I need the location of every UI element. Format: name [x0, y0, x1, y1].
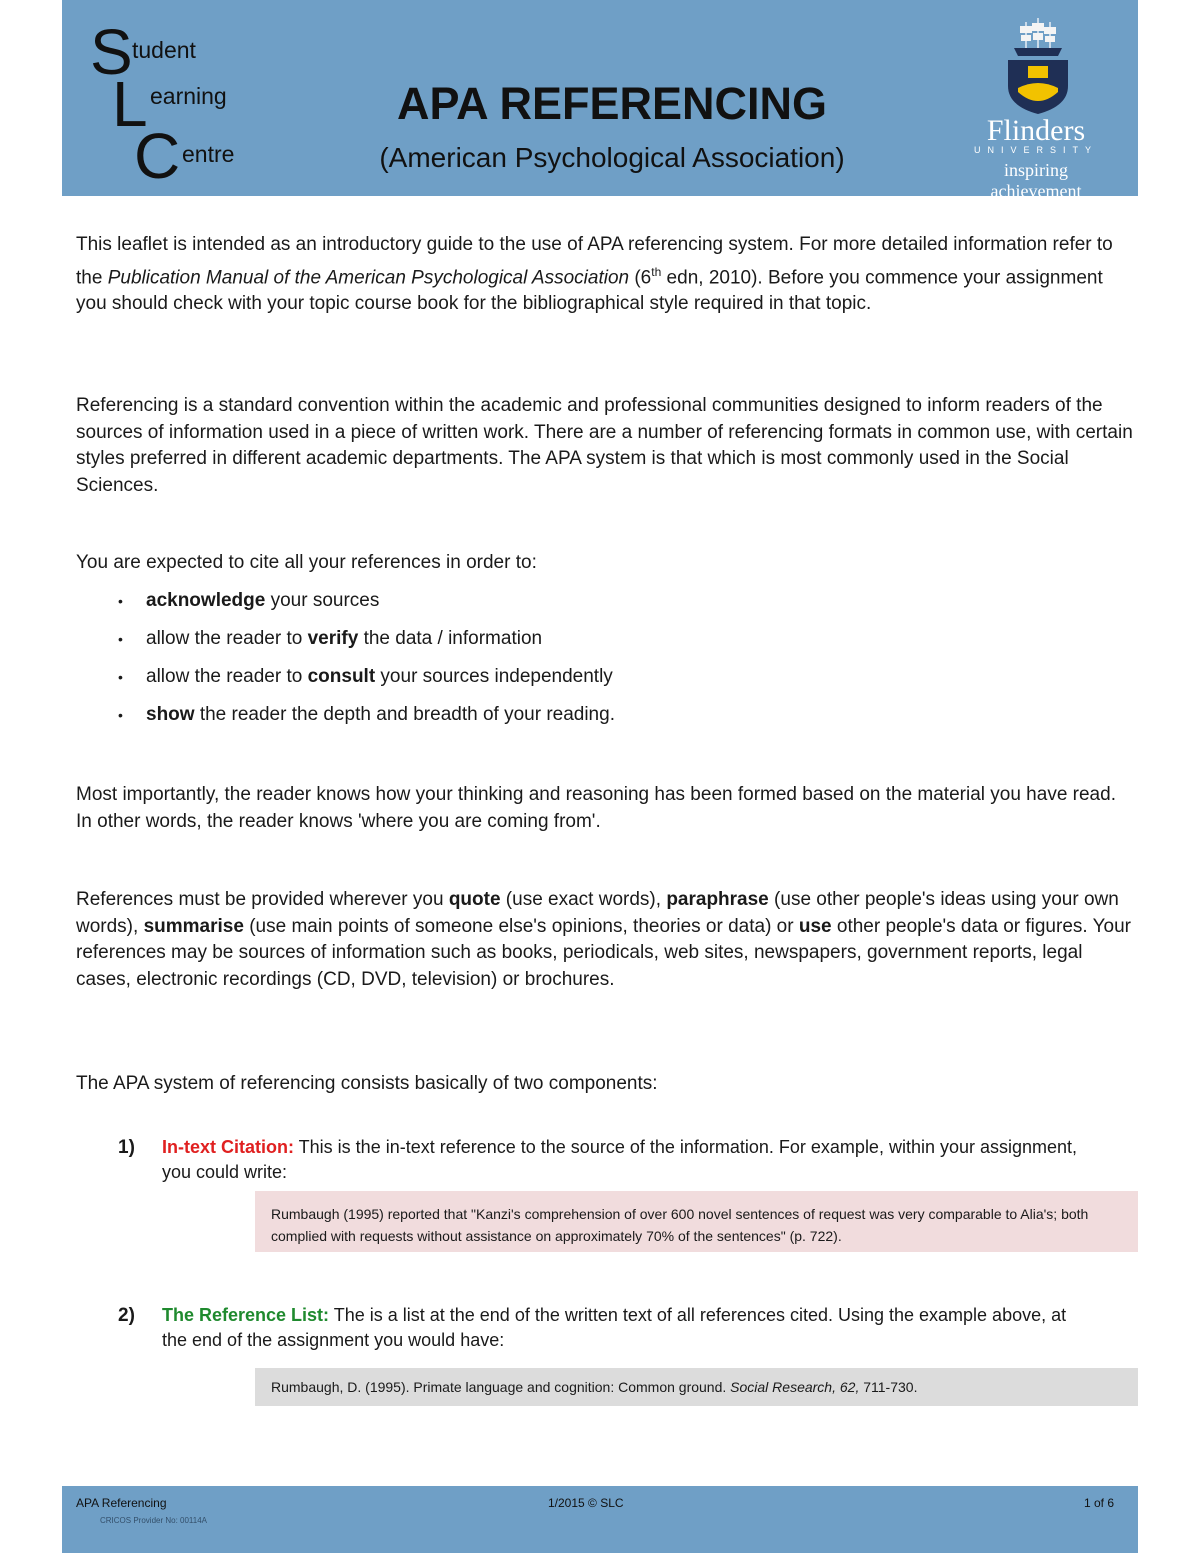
- para5-text: References must be provided wherever you: [76, 889, 449, 910]
- components-intro-paragraph: The APA system of referencing consists basically of two components:: [76, 1073, 658, 1094]
- intro-text-2: (6: [629, 266, 652, 288]
- intro-paragraph: [76, 232, 1136, 318]
- footer-date: 1/2015 © SLC: [548, 1496, 624, 1510]
- para5-bold: paraphrase: [666, 889, 769, 910]
- page-subtitle: (American Psychological Association): [379, 142, 845, 173]
- cite-intro-paragraph: You are expected to cite all your references in order to:: [76, 552, 537, 573]
- para5-bold: use: [798, 915, 832, 937]
- slc-word-student: tudent: [132, 37, 196, 63]
- list-item: [76, 664, 1076, 702]
- bullet-bold: acknowledge: [146, 590, 266, 611]
- page-footer: [62, 1486, 1138, 1553]
- reference-journal: Social Research, 62,: [730, 1379, 860, 1395]
- in-text-example-box: Rumbaugh (1995) reported that "Kanzi's comprehension of over 600 novel sentences of request was very comparable to Alia's; both complied with requests without assistance on approximately 70% of the sentences" (p. 722).: [255, 1191, 1138, 1252]
- item-number: 2): [118, 1305, 135, 1326]
- reasons-list: [76, 588, 1076, 740]
- slc-word-learning: earning: [150, 83, 227, 109]
- slc-letter-c: C: [134, 120, 181, 192]
- slc-logo: [90, 16, 290, 192]
- reference-pages: 711-730.: [859, 1379, 918, 1395]
- bullet-text: allow the reader to: [146, 666, 308, 687]
- bullet-text: the reader the depth and breadth of your reading.: [194, 704, 615, 725]
- bullet-text: allow the reader to: [146, 628, 308, 649]
- item-number: 1): [118, 1137, 135, 1158]
- importance-paragraph: Most importantly, the reader knows how your thinking and reasoning has been formed based on the material you have read. In other words, the reader knows 'where you are coming from'.: [76, 784, 1116, 832]
- reference-list-label: The Reference List:: [162, 1305, 330, 1325]
- item-description: The is a list at the end of the written text of all references cited. Using the example above, at the end of the assignment you would have:: [162, 1305, 1067, 1350]
- footer-title: APA Referencing: [76, 1496, 167, 1510]
- list-item: [76, 588, 1076, 626]
- when-to-reference-paragraph: [76, 887, 1136, 993]
- bullet-bold: consult: [307, 666, 376, 687]
- footer-page-number: 1 of 6: [1083, 1496, 1114, 1510]
- para5-text: (use exact words),: [500, 889, 667, 910]
- bullet-bold: show: [146, 704, 195, 725]
- flinders-name: Flinders: [986, 114, 1086, 147]
- item-text: [162, 1303, 1082, 1353]
- edition-superscript: th: [651, 264, 662, 279]
- bullet-bold: verify: [307, 628, 359, 649]
- bullet-icon: •: [118, 707, 123, 723]
- referencing-paragraph: Referencing is a standard convention within the academic and professional communities designed to inform readers of the sources of information used in a piece of written work. There are a number of referencing formats in common use, with certain styles preferred in different academic departments. The APA system is that which is most commonly used in the Social Sciences.: [76, 395, 1133, 496]
- intro-text-1: This leaflet is intended as an introductory guide to the use of APA referencing system. For more detailed information refer to the: [76, 234, 1113, 288]
- slc-letter-l: L: [112, 68, 148, 140]
- bullet-icon: •: [118, 669, 123, 685]
- para5-bold: summarise: [143, 915, 244, 937]
- page-header: [62, 0, 1138, 201]
- item-description: This is the in-text reference to the source of the information. For example, within your assignment, you could write:: [162, 1137, 1078, 1182]
- bullet-text: the data / information: [358, 628, 543, 649]
- page-title: APA REFERENCING: [396, 78, 828, 129]
- flinders-crest-icon: [958, 14, 1114, 114]
- bullet-icon: •: [118, 593, 123, 609]
- footer-cricos: CRICOS Provider No: 00114A: [100, 1516, 208, 1525]
- para5-text: other people's data or figures. Your references may be sources of information such as books, periodicals, web sites, newspapers, government reports, legal cases, electronic recordings (CD, DVD, television) or brochures.: [76, 915, 1131, 990]
- list-item: [76, 702, 1076, 740]
- slc-word-centre: entre: [182, 141, 235, 167]
- flinders-university: UNIVERSITY: [973, 145, 1098, 155]
- para5-text: (use main points of someone else's opinions, theories or data) or: [243, 915, 799, 937]
- intro-text-3: edn, 2010). Before you commence your assignment you should check with your topic course book for the bibliographical style required in that topic.: [76, 266, 1103, 315]
- in-text-citation-label: In-text Citation:: [162, 1137, 294, 1157]
- list-item: [76, 626, 1076, 664]
- flinders-tagline: inspiring achievement: [990, 160, 1082, 201]
- item-text: [162, 1135, 1082, 1185]
- para5-bold: quote: [448, 889, 501, 910]
- bullet-text: your sources: [265, 590, 380, 611]
- slc-letter-s: S: [90, 16, 133, 88]
- bullet-icon: •: [118, 631, 123, 647]
- reference-example-box: [255, 1368, 1138, 1406]
- bullet-text: your sources independently: [375, 666, 613, 687]
- para5-text: (use other people's ideas using your own words),: [76, 889, 1119, 937]
- reference-text: Rumbaugh, D. (1995). Primate language and cognition: Common ground.: [271, 1379, 731, 1395]
- flinders-logo: [958, 14, 1118, 201]
- manual-title: Publication Manual of the American Psychological Association: [107, 266, 630, 288]
